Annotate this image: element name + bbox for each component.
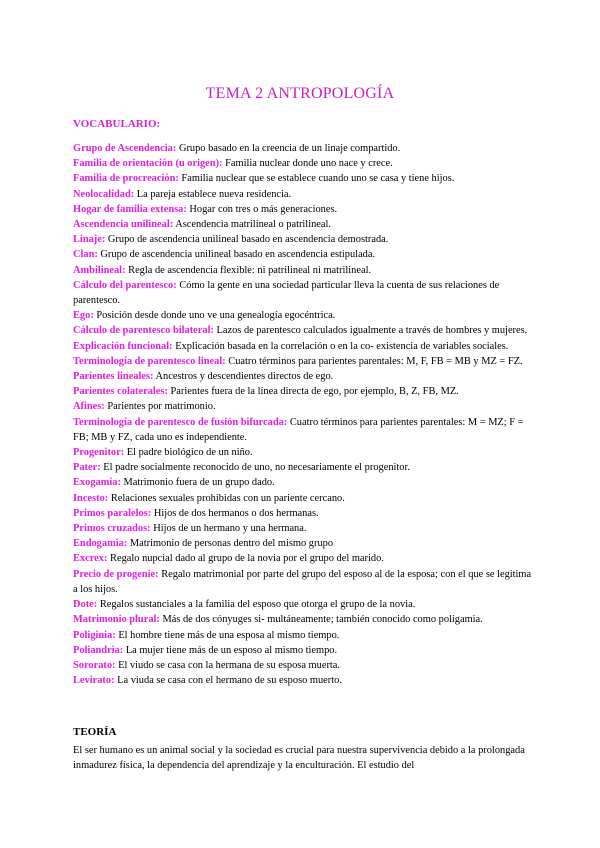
vocabulary-definition: La viuda se casa con el hermano de su esposo muerto.	[114, 675, 342, 687]
vocabulary-definition: Cuatro términos para parientes parentales: M = MZ; F = FB; MB y FZ, cada uno es independiente.	[73, 416, 524, 443]
vocabulary-definition: Regla de ascendencia flexible: ni patrilineal ni matrilineal.	[125, 264, 372, 276]
vocabulary-entry	[73, 612, 533, 627]
vocabulary-entry	[73, 369, 533, 384]
vocabulary-definition: Familia nuclear que se establece cuando uno se casa y tiene hijos.	[178, 173, 455, 185]
vocabulary-entry	[73, 628, 533, 643]
vocabulary-definition: Lazos de parentesco calculados igualmente a través de hombres y mujeres.	[213, 325, 528, 337]
vocabulary-term: Matrimonio plural:	[73, 614, 160, 626]
vocabulary-term: Afines:	[73, 401, 105, 413]
vocabulary-term: Explicación funcional:	[73, 340, 173, 352]
vocabulary-definition: Cuatro términos para parientes parentales: M, F, FB = MB y MZ = FZ.	[225, 355, 523, 367]
vocabulary-term: Familia de orientación (u origen):	[73, 158, 223, 170]
vocabulary-definition: Cómo la gente en una sociedad particular lleva la cuenta de sus relaciones de parentesco.	[73, 279, 500, 307]
vocabulary-entry	[73, 567, 533, 597]
vocabulary-definition: Regalo matrimonial por parte del grupo del esposo al de la esposa; con el que se legitima a los hijos.	[73, 568, 532, 595]
vocabulary-term: Levirato:	[73, 675, 115, 687]
vocabulary-entry	[73, 673, 533, 688]
vocabulary-entry	[73, 415, 533, 445]
vocabulary-term: Ambilineal:	[73, 264, 126, 276]
vocabulary-term: Endogamia:	[73, 538, 128, 550]
vocabulary-definition: Relaciones sexuales prohibidas con un pariente cercano.	[108, 492, 345, 504]
page-title: TEMA 2 ANTROPOLOGÍA	[205, 85, 395, 102]
vocabulary-entry	[73, 141, 533, 156]
vocabulary-entry	[73, 354, 533, 369]
vocabulary-definition: Regalo nupcial dado al grupo de la novia por el grupo del marido.	[107, 553, 384, 565]
vocabulary-term: Exogamia:	[73, 477, 121, 489]
vocabulary-term: Precio de progenie:	[73, 568, 159, 580]
vocabulary-entry	[73, 551, 533, 566]
vocabulary-entry	[73, 521, 533, 536]
vocabulary-term: Primos paralelos:	[73, 507, 152, 519]
vocabulary-term: Terminología de parentesco lineal:	[73, 355, 226, 367]
vocabulary-definition: Ancestros y descendientes directos de ego.	[153, 371, 334, 383]
vocabulary-term: Terminología de parentesco de fusión bifurcada:	[73, 416, 288, 428]
vocabulary-term: Incesto:	[73, 492, 109, 504]
vocabulary-term: Linaje:	[73, 234, 106, 246]
theory-paragraph: El ser humano es un animal social y la sociedad es crucial para nuestra supervivencia debido a la prolongada inmadurez física, la dependencia del aprendizaje y la enculturación. El estudio del	[73, 745, 525, 772]
vocabulary-term: Ego:	[73, 310, 94, 322]
vocabulary-definition: Regalos sustanciales a la familia del esposo que otorga el grupo de la novia.	[97, 599, 416, 611]
vocabulary-definition: El padre biológico de un niño.	[124, 447, 253, 459]
vocabulary-entry	[73, 323, 533, 338]
theory-heading: TEORÍA	[73, 726, 117, 738]
vocabulary-term: Poliginia:	[73, 629, 116, 641]
vocabulary-definition: El padre socialmente reconocido de uno, no necesariamente el progenitor.	[100, 462, 410, 474]
vocabulary-definition: La pareja establece nueva residencia.	[134, 188, 292, 200]
vocabulary-entry	[73, 384, 533, 399]
vocabulary-entry	[73, 475, 533, 490]
vocabulary-entry	[73, 491, 533, 506]
vocabulary-term: Dote:	[73, 599, 98, 611]
vocabulary-definition: Explicación basada en la correlación o en la co- existencia de variables sociales.	[172, 340, 509, 352]
vocabulary-definition: La mujer tiene más de un esposo al mismo tiempo.	[123, 644, 338, 656]
vocabulary-definition: Hijos de dos hermanos o dos hermanas.	[151, 507, 319, 519]
vocabulary-term: Sororato:	[73, 659, 116, 671]
vocabulary-term: Parientes colaterales:	[73, 386, 168, 398]
vocabulary-entry	[73, 399, 533, 414]
vocabulary-entry	[73, 217, 533, 232]
vocabulary-entry	[73, 202, 533, 217]
vocabulary-entry	[73, 247, 533, 262]
vocabulary-definition: Grupo de ascendencia unilineal basado en ascendencia demostrada.	[105, 234, 389, 246]
vocabulary-entry	[73, 187, 533, 202]
vocabulary-definition: Ascendencia matrilineal o patrilineal.	[173, 219, 331, 231]
vocabulary-entry	[73, 339, 533, 354]
vocabulary-term: Primos cruzados:	[73, 523, 151, 535]
vocabulary-term: Cálculo de parentesco bilateral:	[73, 325, 214, 337]
vocabulary-entry	[73, 308, 533, 323]
vocabulary-definition: Hijos de un hermano y una hermana.	[150, 523, 307, 535]
vocabulary-definition: Grupo basado en la creencia de un linaje compartido.	[176, 143, 401, 154]
vocabulary-definition: Posición desde donde uno ve una genealogía egocéntrica.	[93, 310, 336, 322]
vocabulary-entry	[73, 171, 533, 186]
vocabulary-heading: VOCABULARIO:	[73, 118, 161, 130]
vocabulary-term: Clan:	[73, 249, 98, 261]
vocabulary-entry	[73, 445, 533, 460]
vocabulary-entry	[73, 263, 533, 278]
vocabulary-definition: El hombre tiene más de una esposa al mismo tiempo.	[115, 629, 340, 641]
vocabulary-definition: Hogar con tres o más generaciones.	[186, 203, 338, 215]
vocabulary-entry	[73, 506, 533, 521]
vocabulary-term: Grupo de Ascendencia:	[73, 143, 177, 154]
vocabulary-entry	[73, 658, 533, 673]
vocabulary-definition: Parientes fuera de la línea directa de ego, por ejemplo, B, Z, FB, MZ.	[167, 386, 459, 398]
vocabulary-definition: Grupo de ascendencia unilineal basado en ascendencia estipulada.	[97, 249, 376, 261]
vocabulary-term: Cálculo del parentesco:	[73, 279, 177, 291]
vocabulary-list	[73, 141, 533, 688]
vocabulary-term: Hogar de familia extensa:	[73, 203, 187, 215]
vocabulary-term: Progenitor:	[73, 447, 125, 459]
vocabulary-entry	[73, 597, 533, 612]
vocabulary-entry	[73, 156, 533, 171]
vocabulary-definition: Familia nuclear donde uno nace y crece.	[222, 158, 393, 170]
vocabulary-definition: Parientes por matrimonio.	[104, 401, 216, 413]
vocabulary-term: Poliandria:	[73, 644, 124, 656]
vocabulary-definition: Más de dos cónyuges si- multáneamente; también conocido como poligamia.	[159, 614, 483, 626]
vocabulary-term: Ascendencia unilineal:	[73, 219, 174, 231]
vocabulary-definition: El viudo se casa con la hermana de su esposa muerta.	[115, 659, 341, 671]
vocabulary-term: Parientes lineales:	[73, 371, 154, 383]
vocabulary-entry	[73, 232, 533, 247]
vocabulary-entry	[73, 460, 533, 475]
vocabulary-entry	[73, 536, 533, 551]
vocabulary-entry	[73, 643, 533, 658]
vocabulary-entry	[73, 278, 533, 308]
vocabulary-term: Pater:	[73, 462, 101, 474]
vocabulary-term: Familia de procreación:	[73, 173, 179, 185]
vocabulary-term: Excrex:	[73, 553, 108, 565]
vocabulary-definition: Matrimonio de personas dentro del mismo grupo	[127, 538, 334, 550]
vocabulary-term: Neolocalidad:	[73, 188, 135, 200]
vocabulary-definition: Matrimonio fuera de un grupo dado.	[120, 477, 275, 489]
